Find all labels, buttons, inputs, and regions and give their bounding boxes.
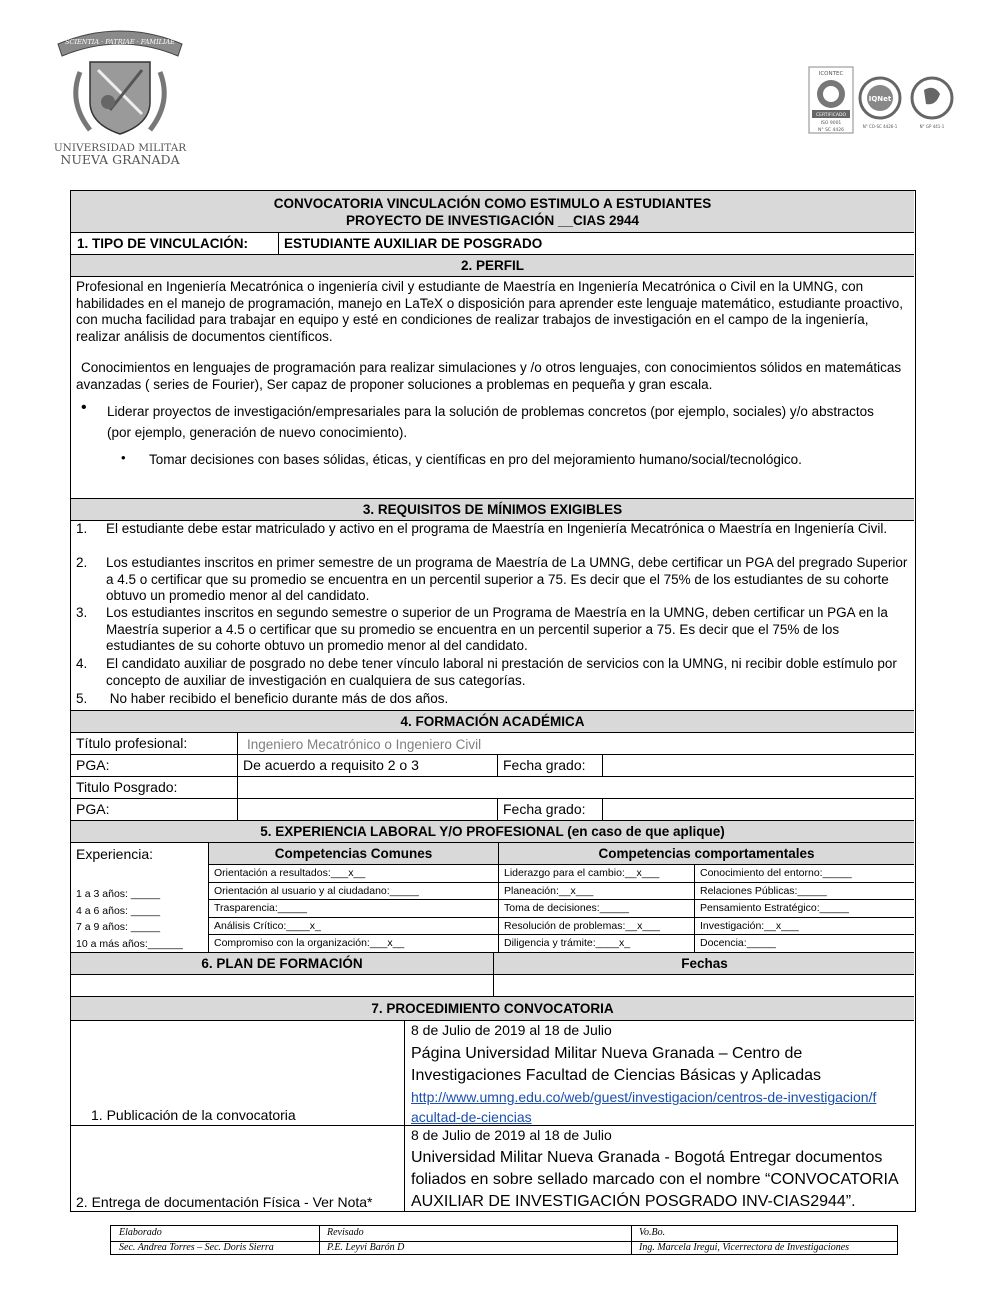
experiencia-label: Experiencia: bbox=[76, 846, 154, 862]
formacion-header: 4. FORMACIÓN ACADÉMICA bbox=[71, 710, 914, 732]
competencia-comportamental: Liderazgo para el cambio:__x___ bbox=[504, 867, 660, 879]
years-option: 4 a 6 años: _____ bbox=[76, 904, 161, 917]
step1-text: Página Universidad Militar Nueva Granada – Centro de Investigaciones Facultad de Ciencias Básicas y Aplicadas bbox=[411, 1045, 821, 1084]
signature-table bbox=[110, 1225, 898, 1255]
revisado-value: P.E. Leyvi Barón D bbox=[327, 1242, 405, 1253]
comportamentales-header: Competencias comportamentales bbox=[499, 843, 914, 865]
titulo-label: Título profesional: bbox=[76, 735, 188, 751]
pga-label: PGA: bbox=[76, 757, 110, 773]
competencia-comportamental: Pensamiento Estratégico:_____ bbox=[700, 902, 849, 914]
competencia-comun: Compromiso con la organización:___x__ bbox=[214, 937, 405, 949]
requisito-item: El candidato auxiliar de posgrado no debe tener vínculo laboral ni prestación de servicios con la UMNG, ni recibir doble estímulo por concepto de auxiliar de investigación en cualquiera de sus categorías. bbox=[106, 656, 897, 688]
procedimiento-step-1 bbox=[71, 1020, 914, 1125]
step2-text: Universidad Militar Nueva Granada - Bogotá Entregar documentos foliados en sobre sellado marcado con el nombre “CONVOCATORIA AUXILIAR DE INVESTIGACIÓN POSGRADO INV-CIAS2944”. bbox=[411, 1149, 898, 1210]
competencia-comportamental: Diligencia y trámite:____x_ bbox=[504, 937, 631, 949]
university-crest-icon bbox=[50, 22, 190, 167]
requisito-item: Los estudiantes inscritos en segundo semestre o superior de un Programa de Maestría en la UMNG, deben certificar un PGA en la Maestría superior a 4.5 o certificar que su promedio se encuentra en un percentil superior a 75. Es decir que el 75% de los estudiantes de su cohorte obtuvo un promedio menor al del candidato. bbox=[106, 605, 888, 653]
requisito-item: No haber recibido el beneficio durante más de dos años. bbox=[106, 691, 449, 706]
tipo-vinculacion-row bbox=[71, 232, 914, 254]
bullet-icon: • bbox=[121, 450, 126, 465]
requisito-item: Los estudiantes inscritos en primer semestre de un programa de Maestría de La UMNG, debe certificar un PGA del pregrado Superior a 4.5 o certificar que su promedio se encuentra en un percentil superior a 75. Es decir que el 75% de los estudiantes de su cohorte obtuvo un promedio menor al del candidato. bbox=[106, 555, 908, 603]
bullet-icon: • bbox=[81, 399, 87, 416]
posgrado-label: Titulo Posgrado: bbox=[76, 779, 178, 795]
form-header bbox=[71, 191, 914, 232]
experiencia-header: 5. EXPERIENCIA LABORAL Y/O PROFESIONAL (en caso de que aplique) bbox=[71, 820, 914, 842]
pga-posgrado-row bbox=[71, 798, 914, 820]
perfil-bullet-2: Tomar decisiones con bases sólidas, éticas, y científicas en pro del mejoramiento humano/social/tecnológico. bbox=[149, 452, 802, 467]
certification-logos bbox=[808, 66, 956, 136]
requisito-number: 4. bbox=[76, 656, 88, 671]
competencia-comportamental: Resolución de problemas:__x___ bbox=[504, 919, 660, 932]
revisado-label: Revisado bbox=[327, 1227, 364, 1238]
competencia-comportamental: Relaciones Públicas:_____ bbox=[700, 884, 827, 897]
perfil-paragraph-2: Conocimientos en lenguajes de programación para realizar simulaciones y /o otros lenguajes, con conocimientos sólidos en matemáticas avanzadas ( series de Fourier), Ser capaz de proponer soluciones a problemas en pequeña y gran escala. bbox=[76, 360, 902, 392]
competencia-comun: Orientación a resultados:___x__ bbox=[214, 867, 366, 879]
pga-label: PGA: bbox=[76, 801, 110, 817]
perfil-section bbox=[71, 276, 914, 498]
requisito-number: 5. bbox=[76, 691, 88, 706]
requisito-item: El estudiante debe estar matriculado y activo en el programa de Maestría en Ingeniería Mecatrónica o Maestría en Ingeniería Civil. bbox=[106, 521, 888, 536]
logo-name-line2: NUEVA GRANADA bbox=[60, 152, 180, 167]
perfil-bullet-1: Liderar proyectos de investigación/empresariales para la solución de problemas concretos (por ejemplo, sociales) y/o abstractos (por ejemplo, generación de nuevo conocimiento). bbox=[107, 404, 874, 440]
titulo-profesional-row bbox=[71, 732, 914, 754]
years-option: 10 a más años:______ bbox=[76, 937, 183, 950]
years-list bbox=[76, 886, 183, 952]
project-title: PROYECTO DE INVESTIGACIÓN __CIAS 2944 bbox=[345, 213, 640, 228]
cert2-name: IQNet bbox=[868, 95, 892, 103]
perfil-header: 2. PERFIL bbox=[71, 254, 914, 276]
competencia-comportamental: Toma de decisiones:_____ bbox=[504, 902, 629, 914]
titulo-value: Ingeniero Mecatrónico o Ingeniero Civil bbox=[247, 737, 482, 752]
vobo-value: Ing. Marcela Iregui, Vicerrectora de Investigaciones bbox=[639, 1242, 850, 1253]
certification-seals-icon bbox=[808, 66, 956, 136]
requisitos-list bbox=[71, 520, 914, 710]
plan-empty-row bbox=[71, 974, 914, 996]
competencia-comportamental: Investigación:__x___ bbox=[700, 919, 799, 932]
step2-date: 8 de Julio de 2019 al 18 de Julio bbox=[411, 1127, 612, 1143]
competencia-comportamental: Conocimiento del entorno:_____ bbox=[700, 867, 852, 879]
tipo-value: ESTUDIANTE AUXILIAR DE POSGRADO bbox=[284, 236, 543, 251]
requisito-number: 1. bbox=[76, 521, 88, 536]
plan-header: 6. PLAN DE FORMACIÓN bbox=[201, 956, 363, 971]
titulo-posgrado-row bbox=[71, 776, 914, 798]
logo-name-line1: UNIVERSIDAD MILITAR bbox=[53, 142, 187, 154]
step2-label: 2. Entrega de documentación Física - Ver Nota* bbox=[76, 1194, 373, 1210]
competencia-comun: Orientación al usuario y al ciudadano:_____ bbox=[214, 884, 419, 897]
requisitos-header: 3. REQUISITOS DE MÍNIMOS EXIGIBLES bbox=[71, 498, 914, 520]
form-title: CONVOCATORIA VINCULACIÓN COMO ESTIMULO A ESTUDIANTES bbox=[273, 196, 712, 211]
crest-motto: SCIENTIA · PATRIAE · FAMILIAE bbox=[65, 38, 175, 46]
step1-date: 8 de Julio de 2019 al 18 de Julio bbox=[411, 1022, 612, 1038]
cert2-number: N° CO-SC 4426-1 bbox=[862, 124, 898, 129]
experiencia-section bbox=[71, 842, 914, 952]
procedimiento-header: 7. PROCEDIMIENTO CONVOCATORIA bbox=[71, 996, 914, 1020]
university-logo bbox=[50, 22, 190, 167]
cert1-label: CERTIFICADO bbox=[815, 113, 847, 118]
tipo-label: 1. TIPO DE VINCULACIÓN: bbox=[77, 236, 249, 251]
cert1-number: N° SC 4426 bbox=[818, 128, 844, 133]
pga-row bbox=[71, 754, 914, 776]
cert1-name: ICONTEC bbox=[818, 71, 844, 77]
competencia-comun: Trasparencia:_____ bbox=[214, 902, 308, 914]
pga-value: De acuerdo a requisito 2 o 3 bbox=[243, 757, 419, 773]
vobo-label: Vo.Bo. bbox=[639, 1227, 666, 1238]
cert3-number: N° GP 441-1 bbox=[919, 124, 945, 129]
perfil-paragraph-1: Profesional en Ingeniería Mecatrónica o ingeniería civil y estudiante de Maestría en Ingeniería Mecatrónica o Civil en la UMNG, con habilidades en el manejo de programación, manejo en LaTeX o disposición para aprender este lenguaje matemático, estudiante proactivo, con mucha facilidad para trabajar en equipo y esté en condiciones de realizar trabajos de investigación en el campo de la ingeniería, realizar análisis de documentos científicos. bbox=[76, 279, 904, 344]
competencia-comportamental: Docencia:_____ bbox=[700, 937, 776, 949]
competencia-comportamental: Planeación:__x___ bbox=[504, 884, 594, 897]
fecha-grado-label: Fecha grado: bbox=[503, 801, 586, 817]
requisito-number: 3. bbox=[76, 605, 88, 620]
plan-header-row bbox=[71, 952, 914, 974]
competencias-grid bbox=[209, 865, 914, 953]
step1-label: 1. Publicación de la convocatoria bbox=[91, 1107, 296, 1123]
convocatoria-form bbox=[70, 190, 916, 1212]
cert1-iso: ISO 9001 bbox=[820, 121, 842, 126]
fechas-header: Fechas bbox=[681, 956, 728, 971]
step1-link[interactable]: http://www.umng.edu.co/web/guest/investigacion/centros-de-investigacion/facultad-de-ciencias bbox=[411, 1089, 877, 1125]
elaborado-value: Sec. Andrea Torres – Sec. Doris Sierra bbox=[119, 1242, 274, 1253]
competencia-comun: Análisis Crítico:____x_ bbox=[214, 919, 321, 932]
years-option: 1 a 3 años: _____ bbox=[76, 888, 161, 900]
requisito-number: 2. bbox=[76, 555, 88, 570]
years-option: 7 a 9 años: _____ bbox=[76, 921, 161, 933]
comunes-header: Competencias Comunes bbox=[209, 843, 498, 865]
fecha-grado-label: Fecha grado: bbox=[503, 757, 586, 773]
elaborado-label: Elaborado bbox=[119, 1227, 162, 1238]
procedimiento-step-2 bbox=[71, 1125, 914, 1212]
